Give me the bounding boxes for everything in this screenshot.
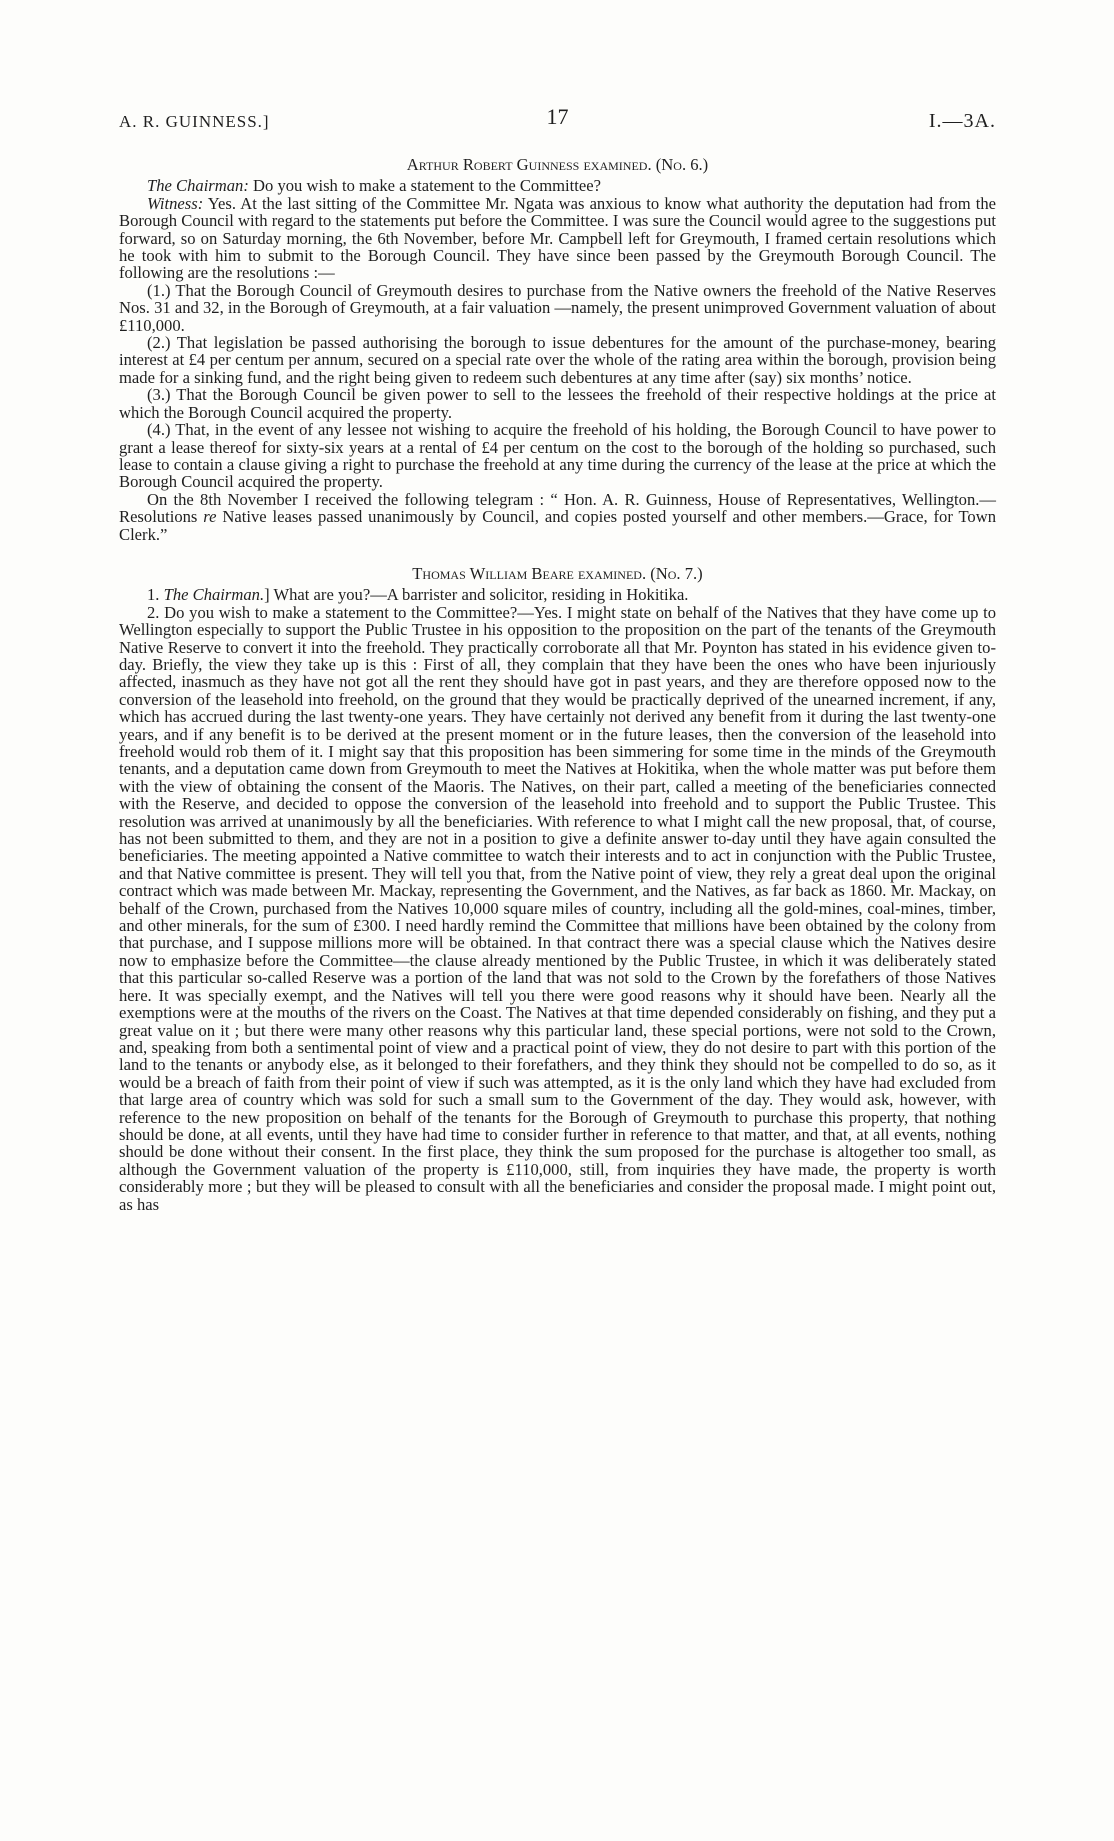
chairman-question: [119, 177, 996, 194]
witness-statement: [119, 195, 996, 282]
resolution-4: (4.) That, in the event of any lessee not wishing to acquire the freehold of his holding, the Borough Council to have power to grant a lease thereof for sixty-six years at a rental of £4 per centum on the cost to the borough of the holding so purchased, such lease to contain a clause giving a right to purchase the freehold at any time during the currency of the lease at the price at which the Borough Council acquired the property.: [119, 420, 996, 492]
question-number: 1.: [147, 585, 164, 605]
question-text: ] What are you?—A barrister and solicitor, residing in Hokitika.: [264, 585, 689, 605]
header-right-label: I.—3A.: [928, 110, 996, 132]
telegram-paragraph: [119, 491, 996, 543]
speaker-label: The Chairman.: [163, 585, 265, 605]
resolution-1: (1.) That the Borough Council of Greymouth desires to purchase from the Native owners the freehold of the Native Reserves Nos. 31 and 32, in the Borough of Greymouth, at a fair valuation —namely, the present unimproved Government valuation of about £110,000.: [119, 280, 996, 335]
statement-text: Yes. At the last sitting of the Committee Mr. Ngata was anxious to know what authority the deputation had from the Borough Council with regard to the statements put before the Committee. I was sure the Council would agree to the suggestions put forward, so on Saturday morning, the 6th November, before Mr. Campbell left for Greymouth, I framed certain resolutions which he took with him to submit to the Borough Council. They have since been passed by the Greymouth Borough Council. The following are the resolutions :—: [119, 193, 996, 283]
question-text: Do you wish to make a statement to the Committee?: [248, 176, 601, 196]
section-heading-beare: Thomas William Beare examined. (No. 7.): [412, 563, 703, 583]
telegram-text-a: On the 8th November I received the following telegram : “ Hon. A. R. Guinness, House of Representatives, Wellington.—Resolutions: [119, 489, 996, 527]
section-heading-guinness: Arthur Robert Guinness examined. (No. 6.): [406, 155, 709, 174]
resolution-3: (3.) That the Borough Council be given power to sell to the lessees the freehold of their respective holdings at the price at which the Borough Council acquired the property.: [119, 385, 996, 422]
resolution-2: (2.) That legislation be passed authorising the borough to issue debentures for the amount of the purchase-money, bearing interest at £4 per centum per annum, secured on a special rate over the whole of the rating area within the borough, provision being made for a sinking fund, and the right being given to redeem such debentures at any time after (say) six months’ notice.: [119, 333, 996, 387]
running-header: [119, 104, 996, 134]
speaker-label: The Chairman:: [147, 176, 249, 196]
header-left-label: A. R. GUINNESS.]: [119, 112, 270, 131]
document-body: [119, 156, 996, 1213]
question-1: [119, 586, 996, 603]
page-number: 17: [546, 104, 569, 129]
telegram-text-b: Native leases passed unanimously by Council, and copies posted yourself and other members.—Grace, for Town Clerk.”: [119, 507, 996, 544]
telegram-re: re: [203, 507, 217, 527]
question-2: 2. Do you wish to make a statement to the Committee?—Yes. I might state on behalf of the Natives that they have come up to Wellington especially to support the Public Trustee in his opposition to the proposition on the part of the tenants of the Greymouth Native Reserve to convert it into the freehold. They practically corroborate all that Mr. Poynton has stated in his evidence given to-day. Briefly, the view they take up is this : First of all, they complain that they have been the ones who have been injuriously affected, inasmuch as they have not got all the rent they should have got in past years, and they are therefore opposed now to the conversion of the leasehold into freehold, on the ground that they would be practically deprived of the unearned increment, if any, which has accrued during the last twenty-one years. They have certainly not derived any benefit from it during the last twenty-one years, and if any benefit is to be derived at the present moment or in the future leases, then the conversion of the leasehold into freehold would rob them of it. I might say that this proposition has been simmering for some time in the minds of the Greymouth tenants, and a deputation came down from Greymouth to meet the Natives at Hokitika, when the whole matter was put before them with the view of obtaining the consent of the Maoris. The Natives, on their part, called a meeting of the beneficiaries connected with the Reserve, and decided to oppose the conversion of the leasehold into freehold and to support the Public Trustee. This resolution was arrived at unanimously by all the beneficiaries. With reference to what I might call the new proposal, that, of course, has not been submitted to them, and they are not in a position to give a definite answer to-day until they have again consulted the beneficiaries. The meeting appointed a Native committee to watch their interests and to act in conjunction with the Public Trustee, and that Native committee is present. They will tell you that, from the Native point of view, they rely a great deal upon the original contract which was made between Mr. Mackay, representing the Government, and the Natives, as far back as 1860. Mr. Mackay, on behalf of the Crown, purchased from the Natives 10,000 square miles of country, including all the gold-mines, coal-mines, timber, and other minerals, for the sum of £300. I need hardly remind the Committee that millions have been obtained by the colony from that purchase, and I suppose millions more will be obtained. In that contract there was a special clause which the Natives desire now to emphasize before the Committee—the clause already mentioned by the Public Trustee, in which it was deliberately stated that this particular so-called Reserve was a portion of the land that was not sold to the Crown by the forefathers of those Natives here. It was specially exempt, and the Natives will tell you there were good reasons why it should have been. Nearly all the exemptions were at the mouths of the rivers on the Coast. The Natives at that time depended considerably on fishing, and they put a great value on it ; but there were many other reasons why this particular land, these special portions, were not sold to the Crown, and, speaking from both a sentimental point of view and a practical point of view, they do not desire to part with this portion of the land to the tenants or anybody else, as it belonged to their forefathers, and they think they should not be compelled to do so, as it would be a breach of faith from their point of view if such was attempted, as it is the only land which they have had excluded from that large area of country which was sold for such a small sum to the Government of the day. They would ask, however, with reference to the new proposition on behalf of the tenants for the Borough of Greymouth to purchase this property, that nothing should be done, at all events, until they have had time to consider further in reference to that matter, and that, at all events, nothing should be done without their consent. In the first place, they think the sum proposed for the purchase is altogether too small, as although the Government valuation of the property is £110,000, still, from inquiries they have made, the property is worth considerably more ; but they will be pleased to consult with all the beneficiaries and consider the proposal made. I might point out, as has: [119, 602, 996, 1214]
speaker-label: Witness:: [147, 193, 204, 213]
